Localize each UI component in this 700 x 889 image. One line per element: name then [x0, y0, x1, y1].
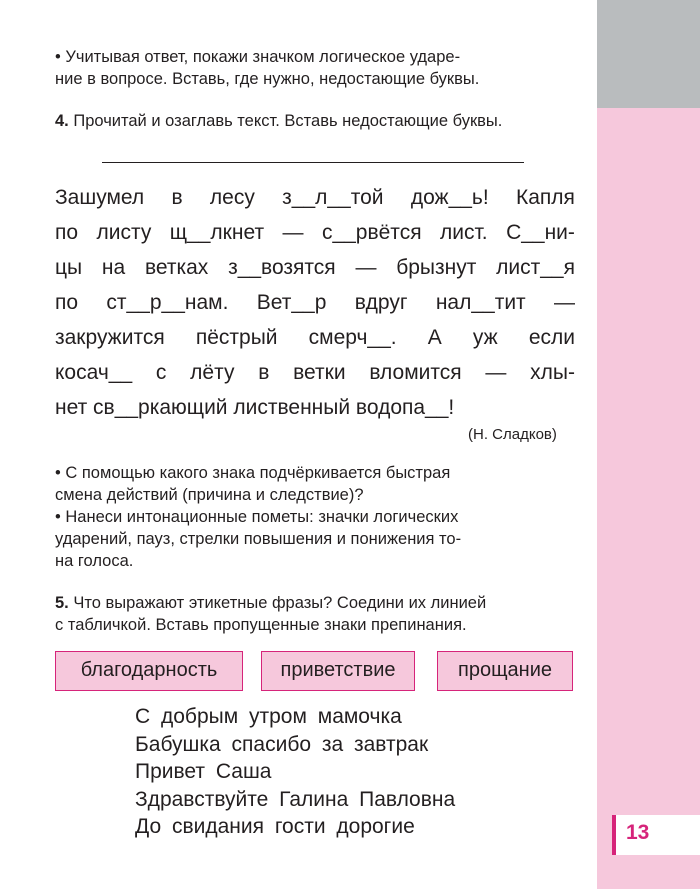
- label-tags: [55, 651, 573, 691]
- story-word: щ__лкнет: [169, 221, 265, 244]
- story-line: [55, 285, 575, 320]
- phrases-list: [135, 703, 455, 841]
- story-word: по: [55, 291, 79, 314]
- story-word: закружится: [55, 326, 165, 349]
- tag-farewell[interactable]: прощание: [437, 651, 573, 691]
- story-word: пёстрый: [195, 326, 278, 349]
- title-blank-line: [102, 162, 524, 163]
- task-4-number: 4.: [55, 112, 69, 130]
- story-text: [55, 180, 575, 425]
- story-word: в: [258, 361, 270, 384]
- story-word: дож__ь!: [410, 186, 489, 209]
- story-word: лист.: [440, 221, 488, 244]
- questions-block: [55, 462, 461, 572]
- story-word: вдруг: [354, 291, 408, 314]
- task-4-text: Прочитай и озаглавь текст. Вставь недостающие буквы.: [68, 112, 503, 130]
- phrase-item[interactable]: С добрым утром мамочка: [135, 705, 402, 728]
- story-word: ветках: [144, 256, 209, 279]
- page-number: 13: [626, 821, 650, 844]
- story-word: —: [282, 221, 304, 244]
- story-word: —: [553, 291, 575, 314]
- sidebar-gray-block: [597, 0, 700, 108]
- story-word: по: [55, 221, 79, 244]
- story-line: [55, 250, 575, 285]
- story-word: нет св__ркающий лиственный водопа__!: [55, 396, 455, 419]
- story-line: [55, 180, 575, 215]
- task-5-number: 5.: [55, 594, 69, 612]
- story-word: —: [355, 256, 377, 279]
- phrase-item[interactable]: Бабушка спасибо за завтрак: [135, 732, 429, 756]
- story-word: лёту: [190, 361, 235, 384]
- phrase-item[interactable]: До свидания гости дорогие: [135, 815, 415, 838]
- story-word: цы: [55, 256, 83, 279]
- story-word: з__возятся: [228, 256, 336, 279]
- story-word: брызнут: [396, 256, 477, 279]
- tag-gratitude[interactable]: благодарность: [55, 651, 243, 691]
- story-word: ст__р__нам.: [106, 291, 229, 314]
- story-word: Вет__р: [256, 291, 327, 314]
- question-line: ударений, пауз, стрелки повышения и понижения то-: [55, 530, 462, 548]
- tag-greeting[interactable]: приветствие: [261, 651, 415, 691]
- story-word: Капля: [516, 186, 575, 209]
- story-word: на: [101, 256, 126, 279]
- task-5-text: Что выражают этикетные фразы? Соедини их линией: [68, 594, 487, 612]
- story-attribution: (Н. Сладков): [468, 426, 557, 443]
- story-line: [55, 320, 575, 355]
- question-line: • Нанеси интонационные пометы: значки логических: [55, 508, 459, 526]
- story-word: косач__: [55, 361, 133, 384]
- story-word: вломится: [369, 361, 462, 384]
- story-word: А: [427, 326, 442, 349]
- instruction-bullet: [55, 46, 479, 90]
- story-word: —: [485, 361, 507, 384]
- instruction-line: • Учитывая ответ, покажи значком логическое ударе-: [55, 48, 461, 66]
- story-word: если: [528, 326, 575, 349]
- story-word: Зашумел: [55, 186, 145, 209]
- story-word: лист__я: [496, 256, 575, 279]
- phrase-item[interactable]: Здравствуйте Галина Павловна: [135, 787, 456, 811]
- task-5-line: с табличкой. Вставь пропущенные знаки препинания.: [55, 616, 467, 634]
- sidebar-pink-block: [597, 108, 700, 889]
- question-line: • С помощью какого знака подчёркивается быстрая: [55, 464, 451, 482]
- story-line: [55, 215, 575, 250]
- story-word: лесу: [209, 186, 255, 209]
- story-word: С__ни-: [506, 221, 575, 244]
- story-line: [55, 390, 575, 425]
- story-word: с__рвётся: [321, 221, 422, 244]
- story-word: уж: [472, 326, 498, 349]
- story-word: с: [155, 361, 167, 384]
- story-word: нал__тит: [435, 291, 526, 314]
- task-5-line: [55, 592, 486, 614]
- instruction-line: ние в вопросе. Вставь, где нужно, недостающие буквы.: [55, 70, 480, 88]
- story-word: ветки: [293, 361, 346, 384]
- question-line: на голоса.: [55, 552, 134, 570]
- story-line: [55, 355, 575, 390]
- story-word: листу: [96, 221, 152, 244]
- story-word: з__л__той: [282, 186, 384, 209]
- task-4-heading: [55, 110, 502, 132]
- story-word: в: [171, 186, 183, 209]
- story-word: смерч__.: [308, 326, 397, 349]
- task-5-heading: [55, 592, 486, 636]
- phrase-item[interactable]: Привет Саша: [135, 760, 272, 783]
- story-word: хлы-: [530, 361, 575, 384]
- question-line: смена действий (причина и следствие)?: [55, 486, 364, 504]
